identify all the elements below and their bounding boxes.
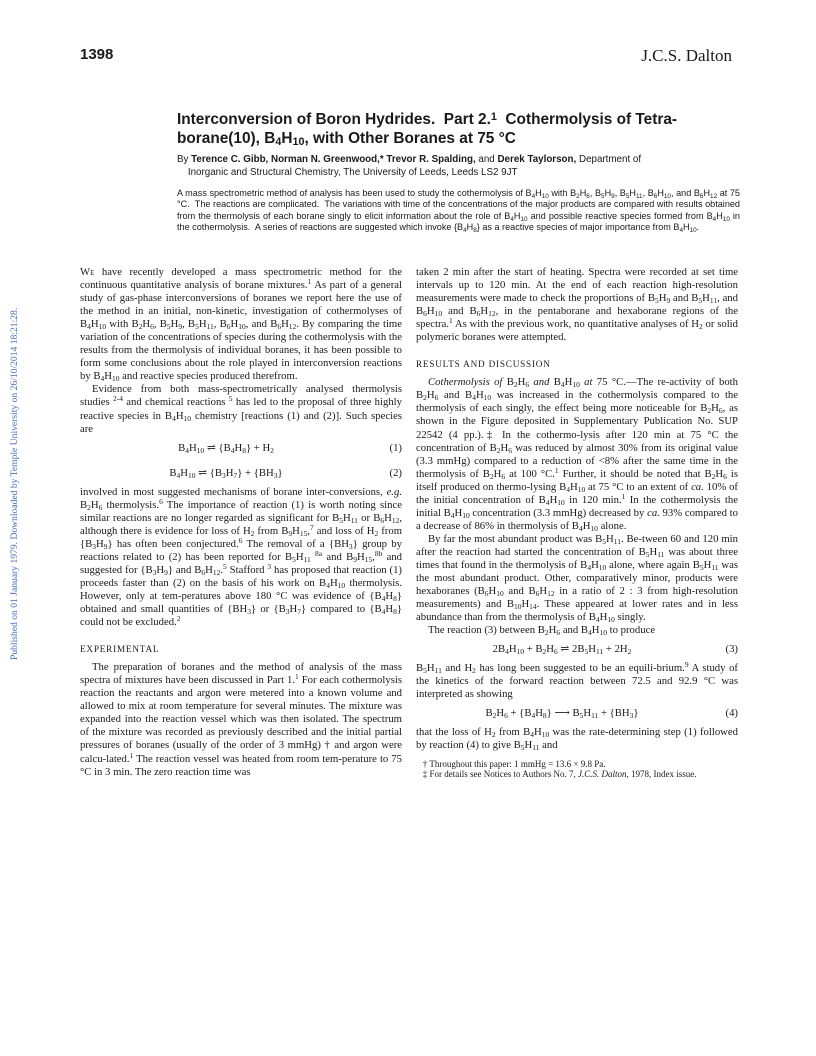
equation-formula: $B_2H_6 + \{B_4H_8\}$ ⟶ $B_5H_{11} + \{BH_3\}$: [485, 707, 639, 721]
body-paragraph: involved in most suggested mechanisms of borane inter-conversions, e.g. $B_2H_6$ thermolysis.$^6$ The importance of reaction (1) is worth noting since similar reactions are no longer regarded as significant for $B_5H_{11}$ or $B_6H_{12}$, although there is evidence for loss of $H_2$ from $B_9H_{15},^7$ and loss of $H_2$ from $\{B_3H_9\}$ has often been conjectured.$^6$ The removal of a $\{BH_3\}$ group by reactions related to (2) has been reported for $B_5H_{11}$ $^{8a}$ and $B_9H_{15},^{8b}$ and suggested for $\{B_3H_9\}$ and $B_6H_{12}.^5$ Stafford $^3$ has proposed that reaction (1) proceeds faster than (2) on the basis of his work on $B_4H_{10}$ thermolysis. However, only at tem-peratures above 180 °C was evidence of $\{B_4H_8\}$ obtained and small quantities of $\{BH_3\}$ or $\{B_3H_7\}$ compared to $\{B_4H_8\}$ could not be excluded.$^2$: [80, 485, 403, 629]
equation-formula: $2B_4H_{10} + B_2H_6$ ⇌ $2B_5H_{11} + 2H_2$: [492, 643, 632, 657]
body-paragraph: Cothermolysis of $B_2H_6$ and $B_4H_{10}$ at 75 °C.—The re-activity of both $B_2H_6$ and $B_4H_{10}$ was increased in the cothermolysis compared to the thermolysis of each singly, the effect being more noticeable for $B_2H_6$, as shown in the Figure deposited in Supplementary Publication No. SUP 22542 (4 pp.).‡ In the cothermo-lysis after 120 min at 75 °C the concentration of $B_2H_6$ was reduced by almost 30% from its original value (3.3 mmHg) compared to a reduction of <8% after the same time in the thermolysis of $B_2H_6$ at 100 °C.$^1$ Further, it should be noted that $B_2H_6$ is itself produced on thermo-lysing $B_4H_{10}$ at 75 °C to an extent of ca. 10% of the initial concentration of $B_4H_{10}$ in 120 min.$^1$ In the cothermolysis the initial $B_4H_{10}$ concentration (3.3 mmHg) decreased by ca. 93% compared to a decrease of 86% in thermolysis of $B_4H_{10}$ alone.: [416, 376, 738, 533]
section-heading: RESULTS AND DISCUSSION: [416, 359, 551, 370]
article-abstract: A mass spectrometric method of analysis has been used to study the cothermolysis of $B_4H_{10}$ with $B_2H_6$, $B_5H_9$, $B_5H_{11}$, $B_6H_{10}$, and $B_6H_{12}$ at 75 °C. The reactions are complicated. The variations with time of the concentrations of the major products are compared with results obtained from the thermolysis of each borane singly to elicit information about the role of $B_4H_{10}$ and possible reactive species formed from $B_4H_{10}$ in the cothermolysis. A series of reactions are suggested which invoke $\{B_4H_8\}$ as a reactive species of major importance from $B_4H_{10}$.: [177, 188, 740, 234]
section-heading: EXPERIMENTAL: [80, 644, 160, 655]
reaction-equation: [80, 461, 402, 486]
body-paragraph: The preparation of boranes and the method of analysis of the mass spectra of mixtures have been discussed in Part 1.$^1$ For each cothermolysis reaction the reactants and argon were metered into a known volume and allowed to mix at room temperature for several minutes. The mixture was expanded into the reaction vessel which was then isolated. The spectrum of the mixture was recorded as previously described and the initial partial pressures of boranes (usually of the order of 3 mmHg) † and argon were calcu-lated.$^1$ The reaction vessel was heated from room tem-perature to 75 °C in 3 min. The zero reaction time was: [80, 661, 402, 778]
reaction-equation: [416, 637, 738, 662]
footnotes: † Throughout this paper: 1 mmHg = 13.6 × 9.8 Pa. ‡ For details see Notices to Authors No. 7, J.C.S. Dalton, 1978, Index issue.: [416, 758, 697, 779]
page-number: 1398: [80, 46, 114, 63]
equation-number: (2): [389, 466, 402, 479]
journal-name: J.C.S. Dalton: [641, 46, 732, 65]
body-paragraph: By far the most abundant product was $B_5H_{11}$. Be-tween 60 and 120 min after the reaction had started the concentration of $B_5H_{11}$ was about three times that found in the thermolysis of $B_4H_{10}$ alone, where again $B_5H_{11}$ was the most abundant product. Other, comparatively minor, products were hexaboranes ($B_6H_{10}$ and $B_6H_{12}$ in a ratio of 2 : 3 from high-resolution measurements) and $B_{10}H_{14}$. These appeared at lower rates and in less abundance than from the thermolysis of $B_4H_{10}$ singly.: [416, 532, 738, 625]
reaction-equation: [80, 436, 402, 461]
body-paragraph: $B_5H_{11}$ and $H_2$ has long been suggested to be an equili-brium.$^9$ A study of the kinetics of the forward reaction between 72.5 and 92.9 °C was interpreted as showing: [416, 660, 738, 701]
equation-number: (3): [725, 643, 738, 656]
body-paragraph: We have recently developed a mass spectrometric method for the continuous quantitative analysis of borane mixtures.$^1$ As part of a general study of gas-phase interconversions of boranes we report here the use of the method in an initial, non-kinetic, investigation of cothermolyses of $B_4H_{10}$ with $B_2H_6$, $B_5H_9$, $B_5H_{11}$, $B_6H_{10}$, and $B_6H_{12}$. By comparing the time variation of the concentrations of species during the cothermolysis with the results from the thermolysis of individual boranes, it has been possible to form some conclusions about the role played in interconversion reactions by $B_4H_{10}$ and reactive species produced therefrom.: [80, 266, 402, 384]
download-watermark[interactable]: Published on 01 January 1979. Downloaded by Temple University on 26/10/2014 18:21:28.: [9, 307, 20, 660]
body-paragraph: Evidence from both mass-spectrometrically analysed thermolysis studies $^{2-4}$ and chemical reactions $^5$ has led to the proposal of three highly reactive species in $B_4H_{10}$ chemistry [reactions (1) and (2)]. Such species are: [80, 383, 403, 435]
equation-formula: $B_4H_{10}$ ⇌ $\{B_4H_8\} + H_2$: [178, 441, 274, 455]
body-paragraph: The reaction (3) between $B_2H_6$ and $B_4H_{10}$ to produce: [428, 624, 656, 638]
equation-number: (4): [725, 707, 738, 720]
article-title: Interconversion of Boron Hydrides. Part 2.$^1$ Cothermolysis of Tetra- borane(10), $B_4H_{10}$, with Other Boranes at 75 °C: [177, 111, 678, 148]
left-column: [80, 266, 402, 779]
equation-formula: $B_4H_{10}$ ⇌ $\{B_3H_7\} + \{BH_3\}$: [169, 466, 283, 480]
body-paragraph: taken 2 min after the start of heating. Spectra were recorded at set time intervals up to 120 min. At the end of each reaction high-resolution measurements were made to check the proportions of $B_5H_9$ and $B_5H_{11}$, and $B_6H_{10}$ and $B_6H_{12}$, in the pentaborane and hexaborane regions of the spectra.$^1$ As with the previous work, no quantitative analyses of $H_2$ or solid polymeric boranes were attempted.: [416, 266, 739, 344]
equation-number: (1): [389, 441, 402, 454]
article-authors: By Terence C. Gibb, Norman N. Greenwood,* Trevor R. Spalding, and Derek Taylorson, Department of Inorganic and Structural Chemistry, The University of Leeds, Leeds LS2 9JT: [177, 154, 642, 178]
body-paragraph: that the loss of $H_2$ from $B_4H_{10}$ was the rate-determining step (1) followed by reaction (4) to give $B_5H_{11}$ and: [416, 726, 738, 753]
right-column: [416, 266, 738, 780]
reaction-equation: [416, 701, 738, 726]
